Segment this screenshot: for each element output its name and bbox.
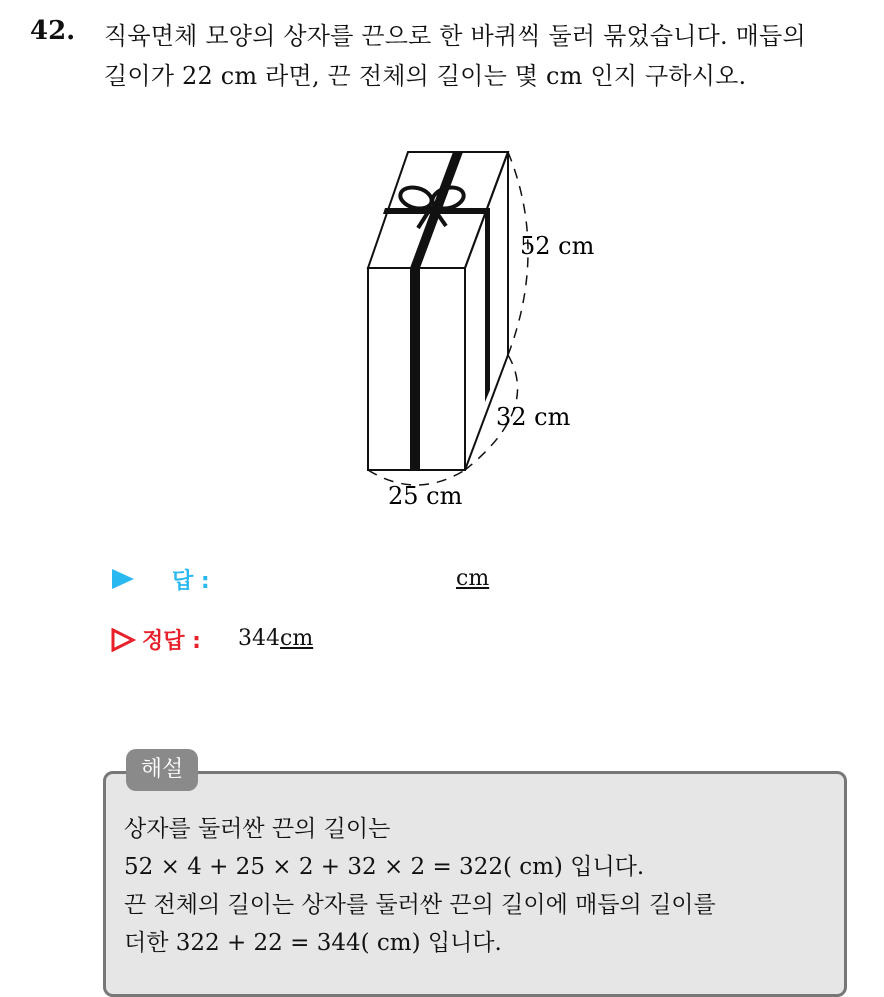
answer-label: 답 :: [172, 569, 210, 594]
ribbon: [383, 152, 490, 470]
question-text-line1: 직육면체 모양의 상자를 끈으로 한 바퀴씩 둘러 묶었습니다. 매듭의: [104, 22, 806, 50]
answer-unit: cm: [456, 566, 490, 591]
question-text-line2: 길이가 22 cm 라면, 끈 전체의 길이는 몇 cm 인지 구하시오.: [104, 62, 747, 90]
gift-box-figure: [330, 140, 620, 520]
explanation-line1: 상자를 둘러싼 끈의 길이는: [124, 816, 391, 842]
explanation-line4: 더한 322 + 22 = 344( cm) 입니다.: [124, 930, 502, 956]
explanation-line3: 끈 전체의 길이는 상자를 둘러싼 끈의 길이에 매듭의 길이를: [124, 892, 716, 918]
height-label: 52 cm: [520, 232, 595, 260]
explanation-tag: 해설: [126, 749, 198, 791]
depth-label: 32 cm: [496, 403, 571, 431]
correct-play-outline-icon: [110, 628, 136, 652]
answer-play-icon: [110, 568, 136, 590]
question-number: 42.: [30, 16, 76, 46]
correct-answer-label: 정답 :: [142, 629, 201, 654]
correct-answer-value: 344cm: [238, 626, 314, 651]
width-label: 25 cm: [388, 482, 463, 510]
explanation-line2: 52 × 4 + 25 × 2 + 32 × 2 = 322( cm) 입니다.: [124, 854, 645, 880]
explanation-box: [103, 771, 847, 997]
